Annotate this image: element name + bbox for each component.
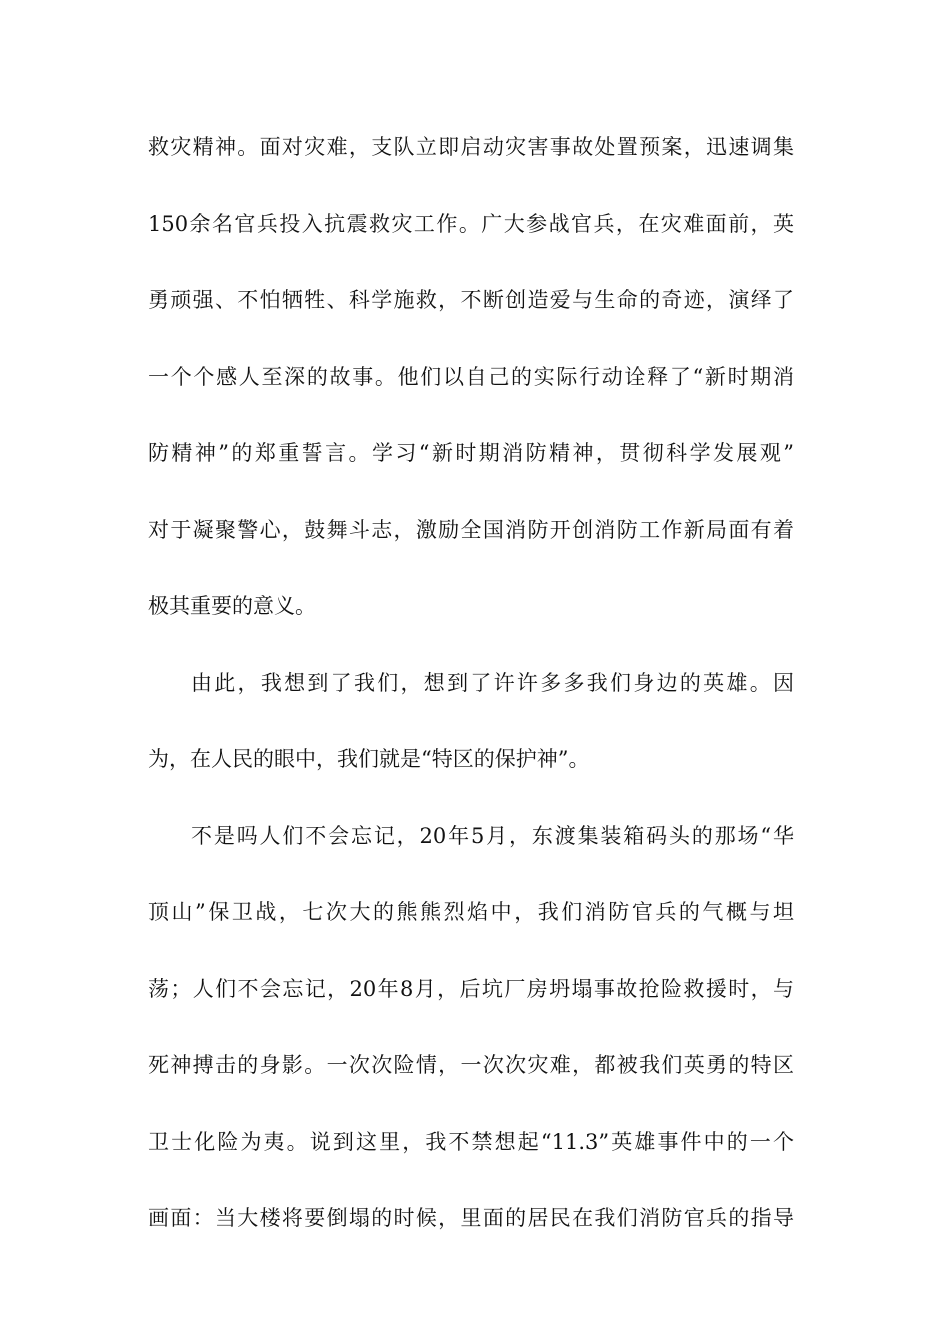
- text-line: 卫士化险为夷。说到这里，我不禁想起“11.3”英雄事件中的一个: [148, 1129, 794, 1154]
- text-line: 荡；人们不会忘记，20年8月，后坑厂房坍塌事故抢险救援时，与: [148, 976, 794, 1001]
- text-line: 防精神”的郑重誓言。学习“新时期消防精神，贯彻科学发展观”: [148, 441, 794, 465]
- text-line: 对于凝聚警心，鼓舞斗志，激励全国消防开创消防工作新局面有着: [148, 517, 794, 542]
- text-line: 不是吗人们不会忘记，20年5月，东渡集装箱码头的那场“华: [191, 823, 794, 848]
- text-line: 由此，我想到了我们，想到了许许多多我们身边的英雄。因: [191, 670, 794, 695]
- text-line: 勇顽强、不怕牺牲、科学施救，不断创造爱与生命的奇迹，演绎了: [148, 288, 794, 312]
- text-line: 顶山”保卫战，七次大的熊熊烈焰中，我们消防官兵的气概与坦: [148, 900, 794, 924]
- text-line: 死神搏击的身影。一次次险情，一次次灾难，都被我们英勇的特区: [148, 1053, 794, 1077]
- text-line: 极其重要的意义。: [148, 594, 316, 618]
- text-line: 救灾精神。面对灾难，支队立即启动灾害事故处置预案，迅速调集: [148, 135, 794, 159]
- body-text: [148, 127, 794, 1275]
- text-line: 一个个感人至深的故事。他们以自己的实际行动诠释了“新时期消: [148, 364, 794, 389]
- text-line: 为，在人民的眼中，我们就是“特区的保护神”。: [148, 747, 590, 771]
- text-line: 150余名官兵投入抗震救灾工作。广大参战官兵，在灾难面前，英: [148, 211, 794, 236]
- text-line: 画面：当大楼将要倒塌的时候，里面的居民在我们消防官兵的指导: [148, 1206, 794, 1230]
